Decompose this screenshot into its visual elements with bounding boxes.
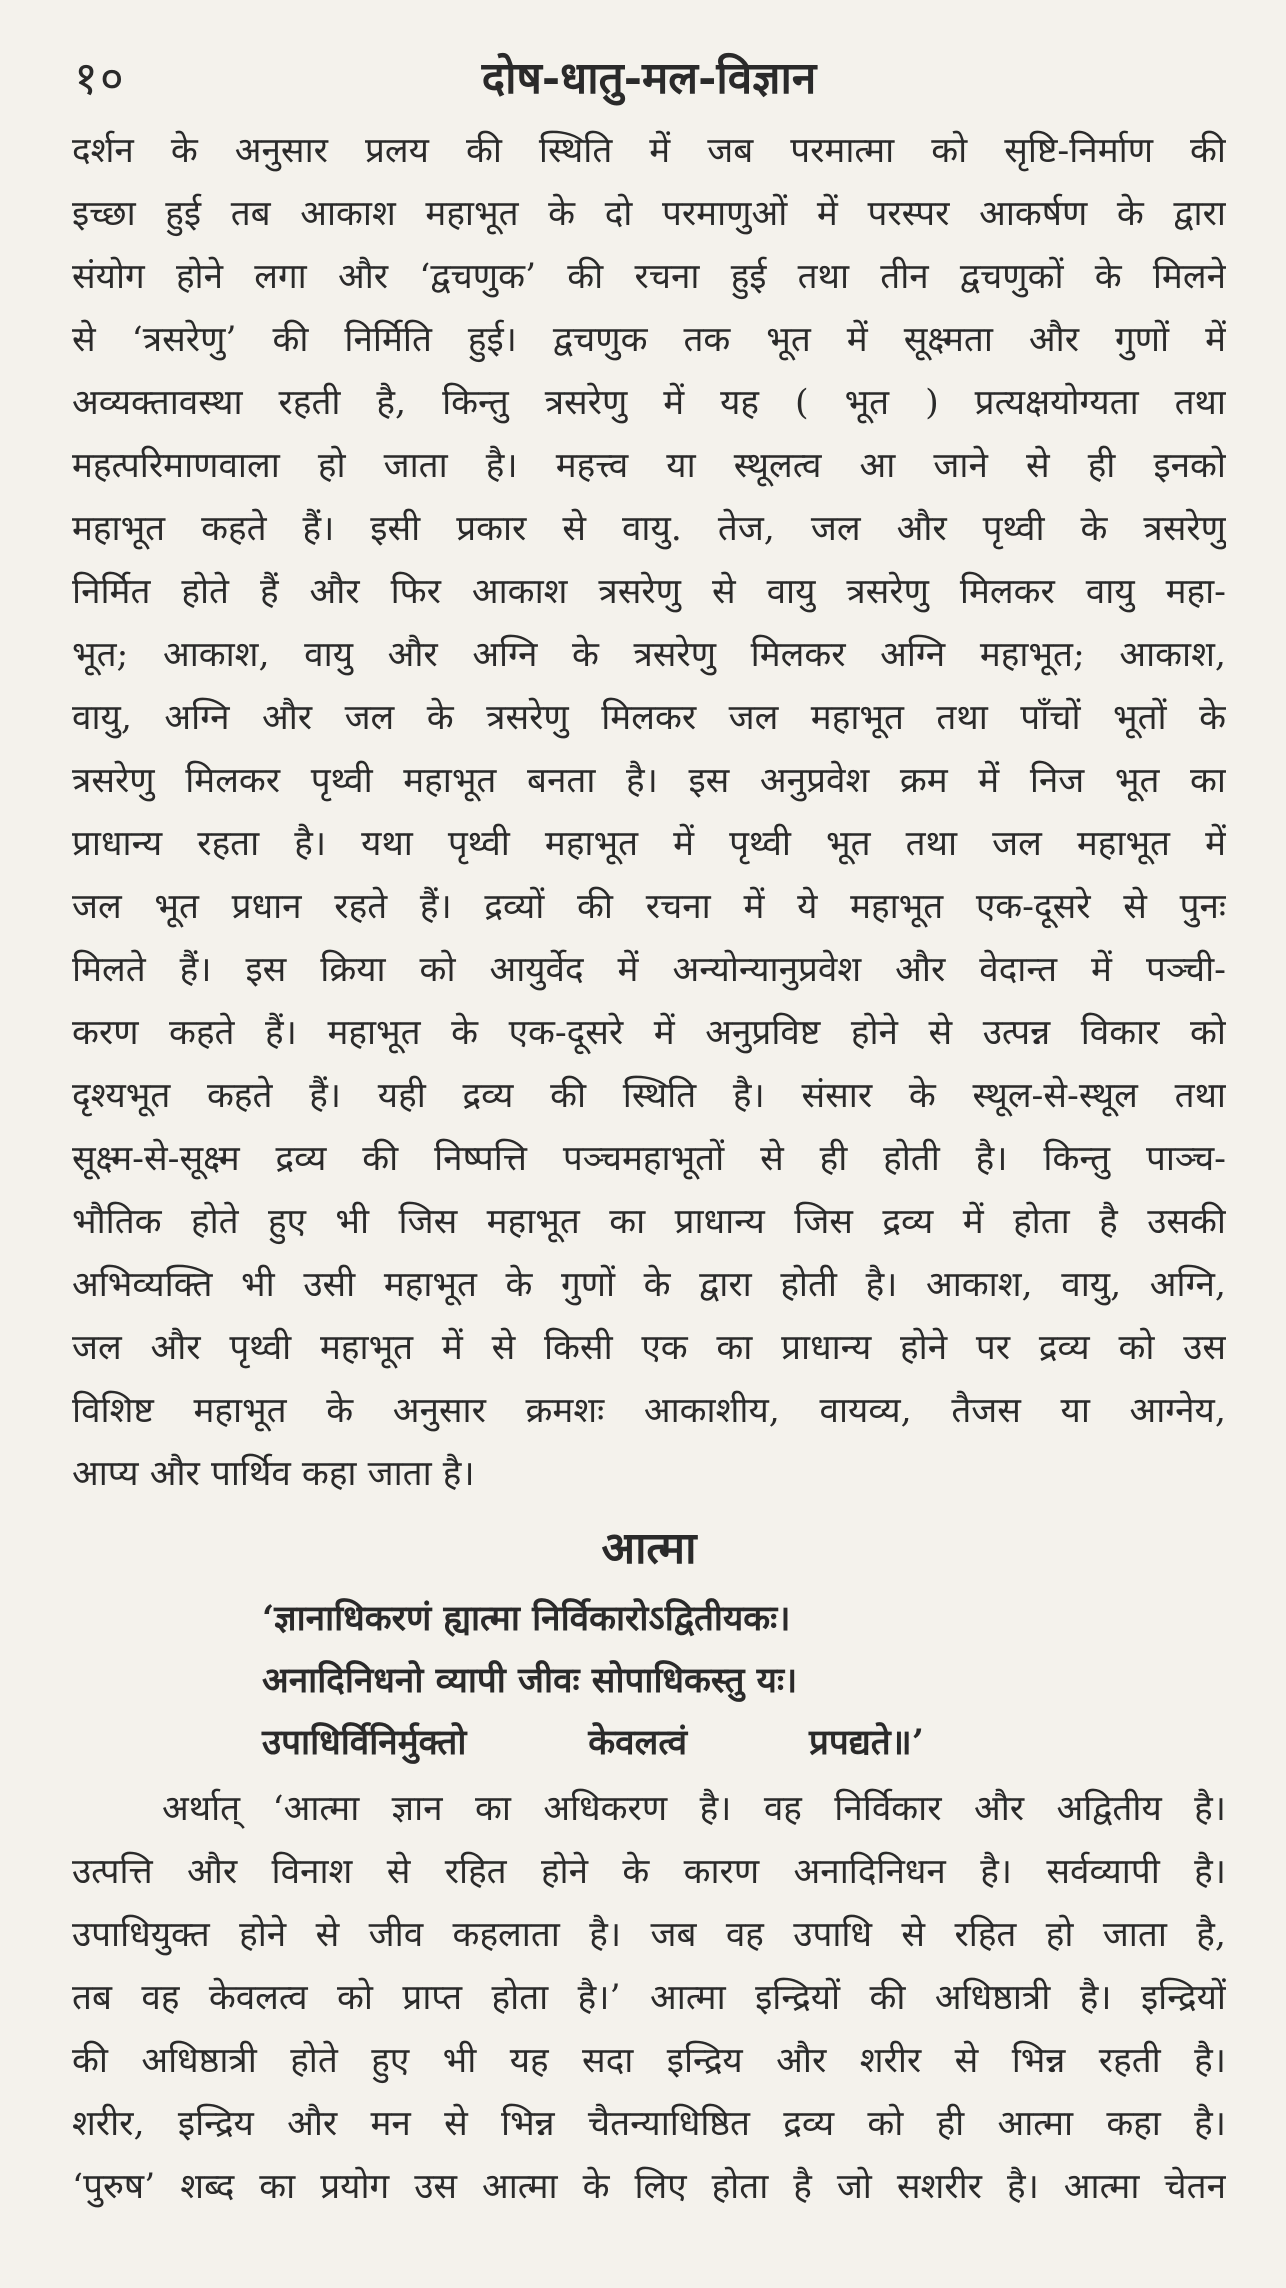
text-line: महाभूत कहते हैं। इसी प्रकार से वायु. तेज, जल और पृथ्वी के त्रसरेणु bbox=[72, 509, 1226, 549]
sanskrit-verse bbox=[262, 1588, 1226, 1774]
text-line: करण कहते हैं। महाभूत के एक-दूसरे में अनुप्रविष्ट होने से उत्पन्न विकार को bbox=[72, 1013, 1226, 1053]
text-line: भौतिक होते हुए भी जिस महाभूत का प्राधान्य जिस द्रव्य में होता है उसकी bbox=[72, 1202, 1226, 1242]
text-line: अर्थात् ‘आत्मा ज्ञान का अधिकरण है। वह निर्विकार और अद्वितीय है। bbox=[162, 1789, 1226, 1829]
section-heading-atma: आत्मा bbox=[601, 1523, 697, 1574]
verse-line: अनादिनिधनो व्यापी जीवः सोपाधिकस्तु यः। bbox=[262, 1660, 798, 1701]
paragraph-atma-explanation bbox=[72, 1778, 1226, 2219]
text-line: उत्पत्ति और विनाश से रहित होने के कारण अनादिनिधन है। सर्वव्यापी है। bbox=[72, 1852, 1226, 1892]
text-line: भूत; आकाश, वायु और अग्नि के त्रसरेणु मिलकर अग्नि महाभूत; आकाश, bbox=[72, 635, 1226, 675]
text-line: आप्य और पार्थिव कहा जाता है। bbox=[72, 1454, 475, 1494]
text-line: मिलते हैं। इस क्रिया को आयुर्वेद में अन्योन्यानुप्रवेश और वेदान्त में पञ्ची- bbox=[72, 950, 1226, 990]
text-line: सूक्ष्म-से-सूक्ष्म द्रव्य की निष्पत्ति पञ्चमहाभूतों से ही होती है। किन्तु पाञ्च- bbox=[72, 1139, 1226, 1179]
text-line: दृश्यभूत कहते हैं। यही द्रव्य की स्थिति है। संसार के स्थूल-से-स्थूल तथा bbox=[72, 1076, 1226, 1116]
text-line: वायु, अग्नि और जल के त्रसरेणु मिलकर जल महाभूत तथा पाँचों भूतों के bbox=[72, 698, 1226, 738]
text-line: अभिव्यक्ति भी उसी महाभूत के गुणों के द्वारा होती है। आकाश, वायु, अग्नि, bbox=[72, 1265, 1226, 1305]
text-line: से ‘त्रसरेणु’ की निर्मिति हुई। द्वचणुक तक भूत में सूक्ष्मता और गुणों में bbox=[72, 320, 1226, 360]
verse-line: उपाधिर्विनिर्मुक्तो केवलत्वं प्रपद्यते॥’ bbox=[262, 1722, 924, 1763]
text-line: उपाधियुक्त होने से जीव कहलाता है। जब वह उपाधि से रहित हो जाता है, bbox=[72, 1915, 1226, 1955]
text-line: संयोग होने लगा और ‘द्वचणुक’ की रचना हुई तथा तीन द्वचणुकों के मिलने bbox=[72, 257, 1226, 297]
text-line: जल और पृथ्वी महाभूत में से किसी एक का प्राधान्य होने पर द्रव्य को उस bbox=[72, 1328, 1226, 1368]
text-line: इच्छा हुई तब आकाश महाभूत के दो परमाणुओं में परस्पर आकर्षण के द्वारा bbox=[72, 194, 1226, 234]
text-line: तब वह केवलत्व को प्राप्त होता है।’ आत्मा इन्द्रियों की अधिष्ठात्री है। इन्द्रियों bbox=[72, 1978, 1226, 2018]
text-line: की अधिष्ठात्री होते हुए भी यह सदा इन्द्रिय और शरीर से भिन्न रहती है। bbox=[72, 2041, 1226, 2081]
running-title: दोष-धातु-मल-विज्ञान bbox=[481, 53, 817, 104]
page-number: १० bbox=[74, 51, 126, 105]
text-line: दर्शन के अनुसार प्रलय की स्थिति में जब परमात्मा को सृष्टि-निर्माण की bbox=[72, 131, 1226, 171]
text-line: शरीर, इन्द्रिय और मन से भिन्न चैतन्याधिष्ठित द्रव्य को ही आत्मा कहा है। bbox=[72, 2104, 1226, 2144]
verse-line: ‘ज्ञानाधिकरणं ह्यात्मा निर्विकारोऽद्वितीयकः। bbox=[262, 1598, 791, 1639]
paragraph-panchamahabhuta bbox=[72, 120, 1226, 1506]
text-line: जल भूत प्रधान रहते हैं। द्रव्यों की रचना में ये महाभूत एक-दूसरे से पुनः bbox=[72, 887, 1226, 927]
text-line: विशिष्ट महाभूत के अनुसार क्रमशः आकाशीय, वायव्य, तैजस या आग्नेय, bbox=[72, 1391, 1226, 1431]
page-header bbox=[72, 40, 1226, 120]
text-line: प्राधान्य रहता है। यथा पृथ्वी महाभूत में पृथ्वी भूत तथा जल महाभूत में bbox=[72, 824, 1226, 864]
text-line: महत्परिमाणवाला हो जाता है। महत्त्व या स्थूलत्व आ जाने से ही इनको bbox=[72, 446, 1226, 486]
text-line: निर्मित होते हैं और फिर आकाश त्रसरेणु से वायु त्रसरेणु मिलकर वायु महा- bbox=[72, 572, 1226, 612]
text-line: अव्यक्तावस्था रहती है, किन्तु त्रसरेणु में यह ( भूत ) प्रत्यक्षयोग्यता तथा bbox=[72, 383, 1226, 423]
text-line: ‘पुरुष’ शब्द का प्रयोग उस आत्मा के लिए होता है जो सशरीर है। आत्मा चेतन bbox=[72, 2167, 1226, 2207]
text-line: त्रसरेणु मिलकर पृथ्वी महाभूत बनता है। इस अनुप्रवेश क्रम में निज भूत का bbox=[72, 761, 1226, 801]
